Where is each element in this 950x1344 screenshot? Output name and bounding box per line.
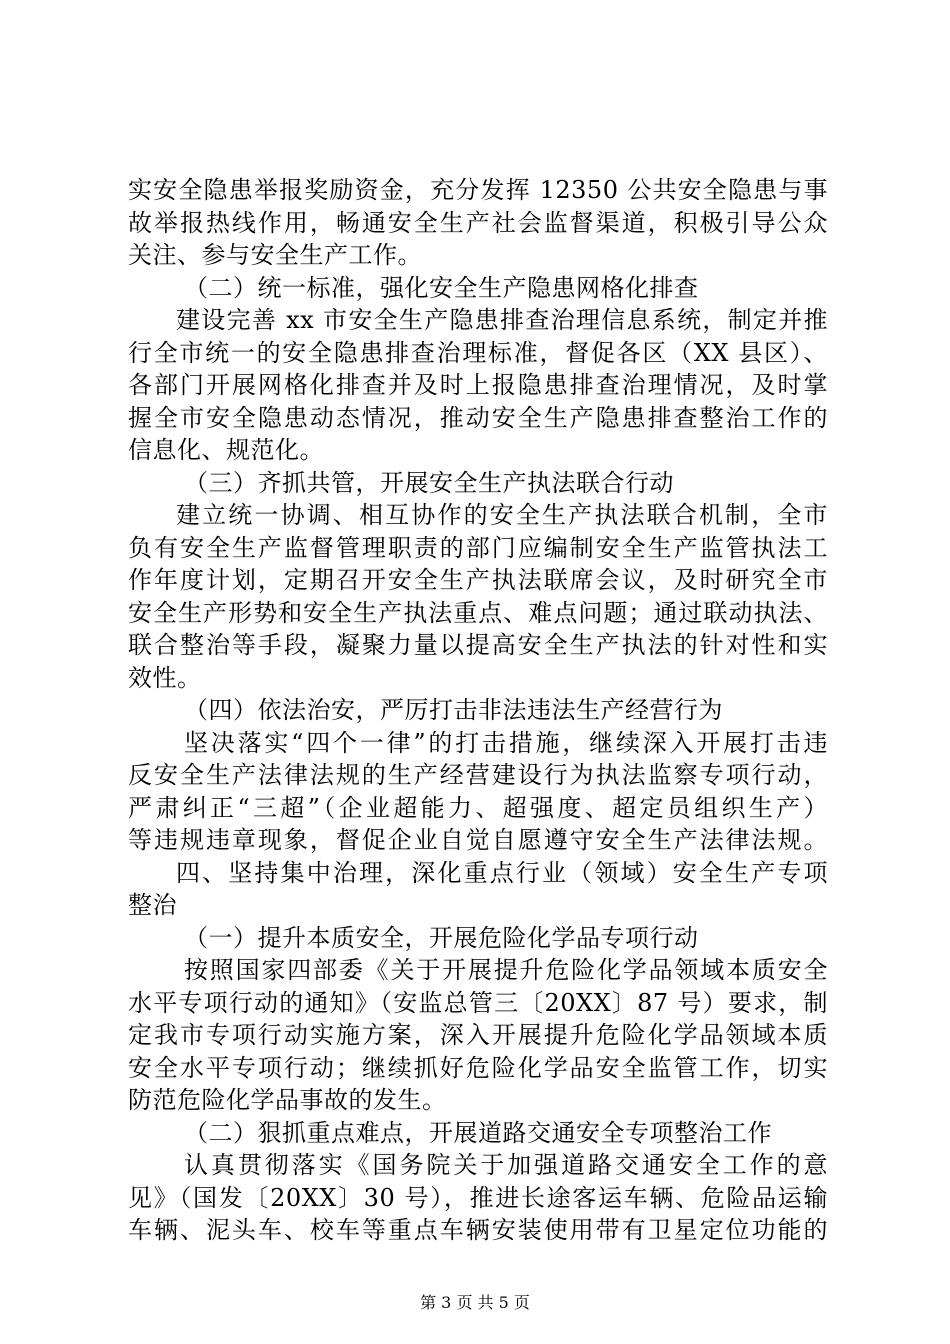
- text-line: 严肃纠正“三超”（企业超能力、超强度、超定员组织生产）: [128, 793, 828, 822]
- text-line: 建立统一协调、相互协作的安全生产执法联合机制，全市: [176, 501, 828, 529]
- text-line: 行全市统一的安全隐患排查治理标准，督促各区（XX 县区）、: [128, 338, 828, 367]
- text-line: （二）狠抓重点难点，开展道路交通安全专项整治工作: [184, 1118, 772, 1147]
- document-body: [128, 174, 828, 1247]
- text-line: 水平专项行动的通知》（安监总管三〔20XX〕87 号）要求，制: [128, 988, 828, 1017]
- text-line: （二）统一标准，强化安全生产隐患网格化排查: [184, 273, 699, 302]
- text-line: 四、坚持集中治理，深化重点行业（领域）安全生产专项: [176, 858, 828, 887]
- text-line: 见》（国发〔20XX〕30 号），推进长途客运车辆、危险品运输: [128, 1183, 828, 1212]
- text-line: 信息化、规范化。: [128, 436, 324, 464]
- text-line: 整治: [128, 891, 177, 919]
- text-line: 按照国家四部委《关于开展提升危险化学品领域本质安全: [184, 956, 828, 984]
- text-line: （一）提升本质安全，开展危险化学品专项行动: [184, 923, 699, 952]
- text-line: 效性。: [128, 663, 202, 692]
- text-line: 握全市安全隐患动态情况，推动安全生产隐患排查整治工作的: [128, 403, 828, 432]
- text-line: 实安全隐患举报奖励资金，充分发挥 12350 公共安全隐患与事: [128, 176, 828, 204]
- text-line: 联合整治等手段，凝聚力量以提高安全生产执法的针对性和实: [128, 631, 828, 659]
- text-line: 各部门开展网格化排查并及时上报隐患排查治理情况，及时掌: [128, 371, 828, 399]
- page-number-footer: 第 3 页 共 5 页: [420, 1293, 530, 1312]
- text-line: （四）依法治安，严厉打击非法违法生产经营行为: [184, 696, 723, 724]
- text-line: 防范危险化学品事故的发生。: [128, 1086, 447, 1114]
- text-line: 坚决落实“四个一律”的打击措施，继续深入开展打击违: [184, 728, 828, 757]
- text-line: 建设完善 xx 市安全生产隐患排查治理信息系统，制定并推: [176, 306, 828, 334]
- text-line: 关注、参与安全生产工作。: [128, 241, 422, 269]
- text-line: 车辆、泥头车、校车等重点车辆安装使用带有卫星定位功能的: [128, 1216, 828, 1244]
- text-line: 等违规违章现象，督促企业自觉自愿遵守安全生产法律法规。: [128, 826, 828, 854]
- text-line: 故举报热线作用，畅通安全生产社会监督渠道，积极引导公众: [128, 208, 828, 237]
- text-line: 定我市专项行动实施方案，深入开展提升危险化学品领域本质: [128, 1021, 828, 1049]
- text-line: （三）齐抓共管，开展安全生产执法联合行动: [184, 468, 674, 497]
- text-line: 作年度计划，定期召开安全生产执法联席会议，及时研究全市: [128, 566, 828, 594]
- text-line: 反安全生产法律法规的生产经营建设行为执法监察专项行动，: [128, 761, 828, 789]
- text-line: 负有安全生产监督管理职责的部门应编制安全生产监管执法工: [128, 533, 828, 562]
- text-line: 认真贯彻落实《国务院关于加强道路交通安全工作的意: [184, 1151, 828, 1179]
- text-line: 安全生产形势和安全生产执法重点、难点问题；通过联动执法、: [128, 598, 828, 627]
- text-line: 安全水平专项行动；继续抓好危险化学品安全监管工作，切实: [128, 1053, 828, 1082]
